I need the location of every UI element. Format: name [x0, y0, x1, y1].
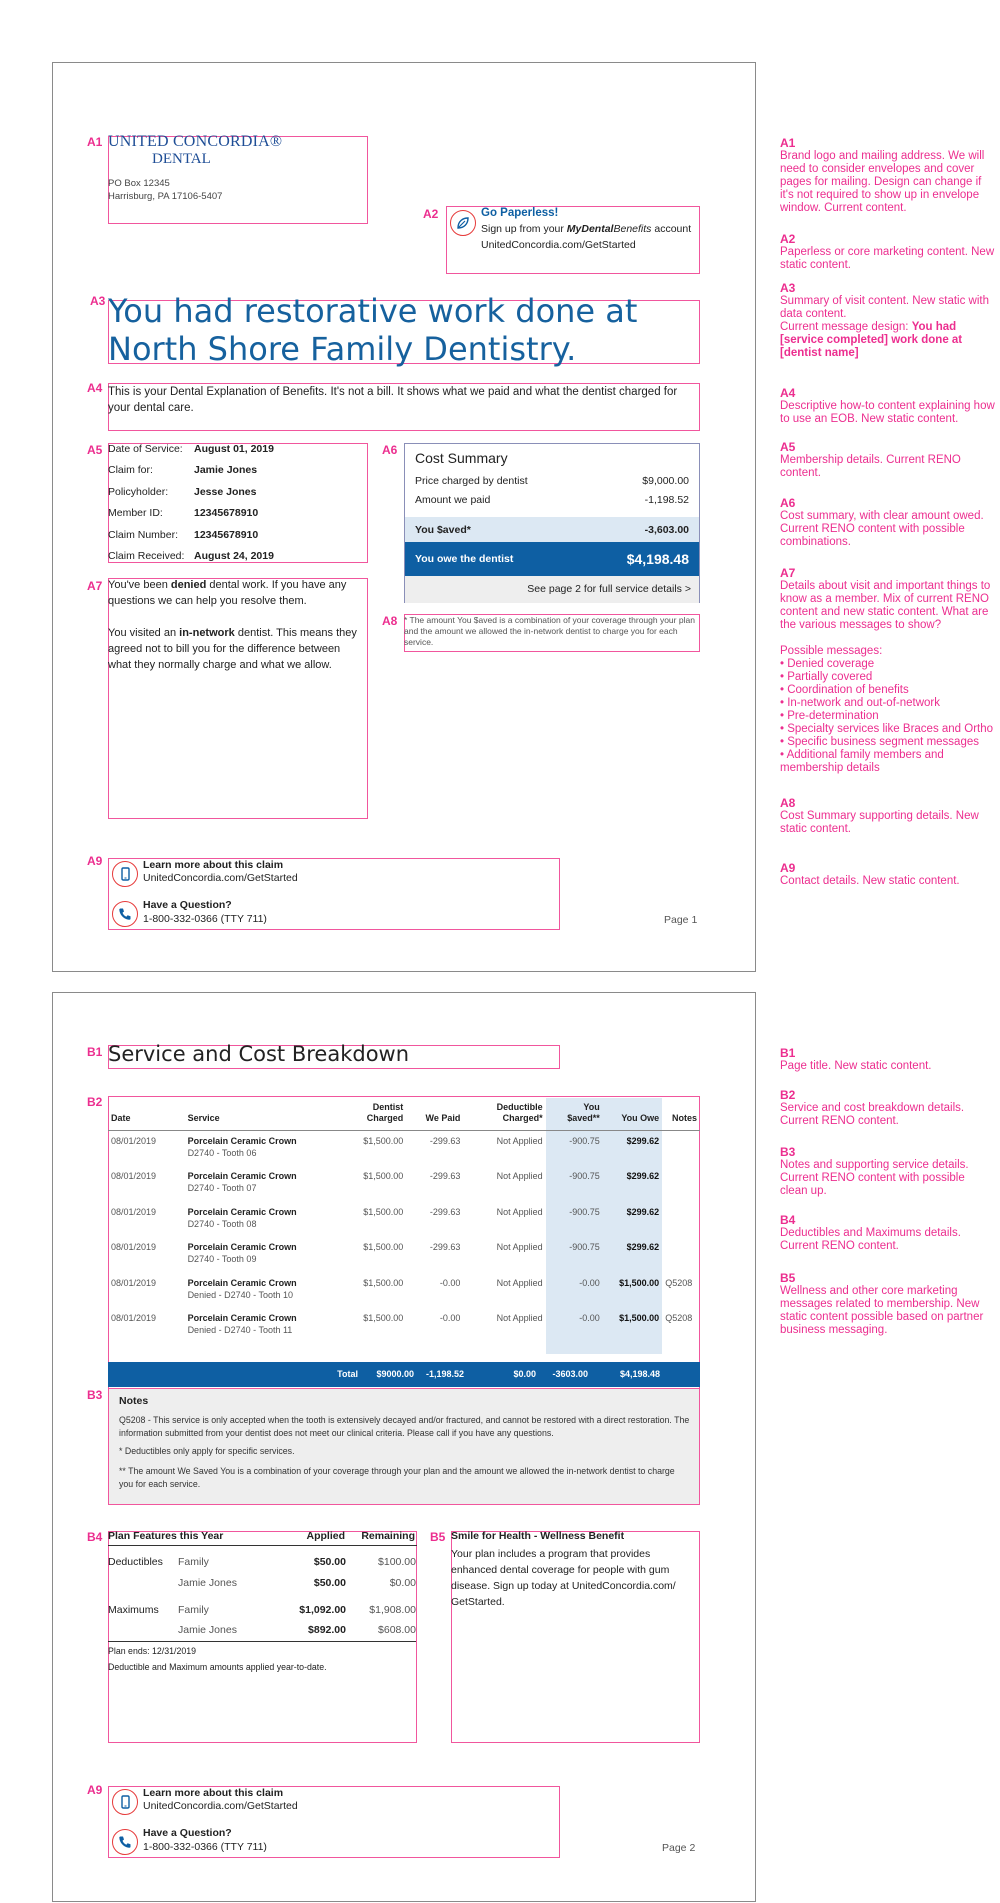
- row-notes: Q5208: [665, 1313, 693, 1323]
- you-owe-row: [405, 542, 699, 576]
- membership-row: [108, 481, 274, 503]
- tag-a9: A9: [87, 854, 103, 868]
- total-charged: $9000.00: [376, 1369, 414, 1379]
- row-paid: -0.00: [439, 1313, 461, 1323]
- see-page-2-link[interactable]: See page 2 for full service details >: [405, 576, 699, 603]
- plan-ends: Plan ends: 12/31/2019: [108, 1646, 197, 1656]
- row-deductible: Not Applied: [496, 1277, 543, 1288]
- mailing-address-line1: PO Box 12345: [108, 178, 170, 189]
- table-total-bar: [108, 1362, 700, 1387]
- tag-b5: B5: [430, 1530, 446, 1544]
- plan-applied-header: Applied: [306, 1530, 345, 1542]
- plan-remaining-header: Remaining: [361, 1530, 415, 1542]
- row-paid: -299.63: [429, 1206, 461, 1217]
- paperless-text: Sign up from your MyDentalBenefits account: [481, 223, 692, 235]
- membership-value: 12345678910: [194, 528, 259, 541]
- membership-value: August 01, 2019: [194, 442, 274, 455]
- row-notes: [662, 1237, 700, 1273]
- message-item: • Pre-determination: [780, 710, 879, 722]
- tag-a7: A7: [87, 579, 103, 593]
- plan-applied: $1,092.00: [299, 1603, 346, 1616]
- leaf-icon: [450, 210, 476, 236]
- row-saved: -0.00: [546, 1308, 603, 1344]
- table-row: [108, 1131, 700, 1167]
- tag-a3: A3: [90, 294, 106, 308]
- row-service: Porcelain Ceramic Crown D2740 - Tooth 09: [187, 1242, 297, 1264]
- row-owe: $299.62: [603, 1237, 662, 1273]
- col-saved: You $aved**: [546, 1098, 603, 1131]
- plan-applied: $892.00: [308, 1624, 346, 1637]
- visit-summary-headline: You had restorative work done at North Shore Family Dentistry.: [108, 292, 638, 368]
- row-owe: $299.62: [603, 1131, 662, 1167]
- membership-value: Jamie Jones: [194, 464, 258, 477]
- row-owe: $299.62: [603, 1202, 662, 1238]
- annotation-a2: A2 Paperless or core marketing content. New static content.: [780, 232, 995, 271]
- col-charged: Dentist Charged: [331, 1098, 406, 1131]
- membership-label: Claim Received:: [108, 550, 185, 563]
- you-owe-label: You owe the dentist: [415, 553, 514, 565]
- row-service: Porcelain Ceramic Crown D2740 - Tooth 07: [187, 1171, 297, 1193]
- plan-who: Family: [178, 1603, 209, 1616]
- service-table-header: [108, 1098, 700, 1131]
- row-notes: [662, 1202, 700, 1238]
- row-date: 08/01/2019: [111, 1171, 157, 1181]
- row-saved: -900.75: [546, 1166, 603, 1202]
- wellness-title: Smile for Health - Wellness Benefit: [451, 1530, 625, 1542]
- annotation-a4: A4 Descriptive how-to content explaining how to use an EOB. New static content.: [780, 386, 995, 425]
- note-deductibles: * Deductibles only apply for specific services.: [119, 1446, 295, 1456]
- annotation-b2: B2 Service and cost breakdown details. Current RENO content.: [780, 1088, 965, 1127]
- plan-applied: $50.00: [313, 1555, 346, 1568]
- question-title: Have a Question?: [143, 1827, 232, 1839]
- col-service: Service: [185, 1098, 331, 1131]
- phone-icon: [112, 1829, 138, 1855]
- notes-title: Notes: [119, 1395, 149, 1407]
- plan-applied: $50.00: [313, 1576, 346, 1589]
- price-charged-row: [405, 475, 699, 487]
- membership-label: Policyholder:: [108, 485, 169, 498]
- membership-row: [108, 524, 274, 546]
- membership-details: [108, 438, 274, 567]
- tag-a2: A2: [423, 207, 439, 221]
- service-table-wrap: [108, 1098, 700, 1354]
- row-date: 08/01/2019: [111, 1313, 157, 1323]
- total-owe: $4,198.48: [619, 1369, 660, 1379]
- row-service: Porcelain Ceramic Crown D2740 - Tooth 06: [187, 1136, 297, 1158]
- maximums-label: Maximums: [108, 1603, 159, 1616]
- learn-more-url[interactable]: UnitedConcordia.com/GetStarted: [143, 1800, 298, 1812]
- brand-logo: UNITED CONCORDIA®: [108, 133, 283, 150]
- eob-intro-text: This is your Dental Explanation of Benefits. It's not a bill. It shows what we paid and what the dentist charged for your dental care.: [108, 386, 678, 414]
- paperless-url[interactable]: UnitedConcordia.com/GetStarted: [481, 239, 636, 251]
- notes-panel: [108, 1389, 700, 1505]
- price-charged-label: Price charged by dentist: [415, 475, 528, 487]
- maximum-family-row: [108, 1599, 416, 1620]
- table-row: [108, 1202, 700, 1238]
- membership-value: August 24, 2019: [194, 550, 274, 563]
- learn-more-title: Learn more about this claim: [143, 1787, 284, 1799]
- plan-amounts-note: Deductible and Maximum amounts applied year-to-date.: [108, 1662, 327, 1672]
- row-notes: Q5208: [665, 1277, 693, 1288]
- message-item: • Additional family members and membership details: [780, 749, 944, 774]
- question-phone[interactable]: 1-800-332-0366 (TTY 711): [143, 1841, 267, 1853]
- paperless-title: Go Paperless!: [481, 207, 559, 219]
- row-owe: $1,500.00: [603, 1273, 662, 1309]
- row-saved: -0.00: [546, 1273, 603, 1309]
- annotation-b4: B4 Deductibles and Maximums details. Current RENO content.: [780, 1213, 961, 1252]
- plan-who: Jamie Jones: [178, 1576, 237, 1589]
- plan-who: Family: [178, 1555, 209, 1568]
- row-deductible: Not Applied: [496, 1313, 543, 1323]
- wellness-text: Your plan includes a program that provides enhanced dental coverage for people with gum disease. Sign up today at UnitedConcordia.com/ GetStarted.: [451, 1548, 676, 1608]
- mobile-phone-icon: [112, 861, 138, 887]
- amount-paid-label: Amount we paid: [415, 494, 491, 506]
- mobile-phone-icon: [112, 1789, 138, 1815]
- table-row: [108, 1273, 700, 1309]
- page-number: Page 1: [664, 914, 698, 926]
- service-cost-table: [108, 1098, 700, 1354]
- row-saved: -900.75: [546, 1202, 603, 1238]
- brand-logo-sub: DENTAL: [152, 151, 211, 167]
- you-saved-value: -3,603.00: [644, 523, 689, 536]
- row-paid: -299.63: [429, 1242, 461, 1252]
- tag-b2: B2: [87, 1095, 103, 1109]
- you-saved-row: [405, 517, 699, 542]
- message-item: • Denied coverage: [780, 658, 875, 670]
- plan-features-title: Plan Features this Year: [108, 1530, 224, 1542]
- plan-remaining: $100.00: [378, 1555, 416, 1568]
- denied-message: You've been denied dental work. If you have any questions we can help you resolve them.: [108, 579, 347, 607]
- question-title: Have a Question?: [143, 899, 232, 911]
- tag-b4: B4: [87, 1530, 103, 1544]
- tag-b1: B1: [87, 1045, 103, 1059]
- question-phone[interactable]: 1-800-332-0366 (TTY 711): [143, 913, 267, 925]
- amount-paid-row: [405, 494, 699, 506]
- page-title: Service and Cost Breakdown: [108, 1042, 410, 1066]
- row-date: 08/01/2019: [111, 1277, 157, 1288]
- table-row: [108, 1237, 700, 1273]
- total-saved: -3603.00: [552, 1369, 588, 1379]
- plan-remaining: $0.00: [389, 1576, 416, 1589]
- annotation-a5: A5 Membership details. Current RENO content.: [780, 440, 961, 479]
- table-spacer-row: [108, 1344, 700, 1355]
- you-owe-value: $4,198.48: [626, 551, 689, 567]
- tag-a1: A1: [87, 135, 103, 149]
- row-saved: -900.75: [546, 1237, 603, 1273]
- col-date: Date: [108, 1098, 185, 1131]
- annotation-a1: A1 Brand logo and mailing address. We will need to consider envelopes and cover pages for mailing. Design can change if it's not required to show up in envelope window. Current content.: [780, 136, 985, 214]
- you-saved-label: You $aved*: [415, 523, 471, 536]
- annotation-b3: B3 Notes and supporting service details. Current RENO content with possible clean up.: [780, 1145, 969, 1197]
- table-row: [108, 1308, 700, 1344]
- row-service: Porcelain Ceramic Crown Denied - D2740 - Tooth 11: [187, 1313, 297, 1335]
- annotation-a9: A9 Contact details. New static content.: [780, 861, 960, 887]
- deductible-member-row: [108, 1572, 416, 1593]
- annotation-b5: B5 Wellness and other core marketing messages related to membership. New static content possible based on partner business messaging.: [780, 1271, 984, 1336]
- membership-label: Claim Number:: [108, 528, 179, 541]
- tag-a5: A5: [87, 443, 103, 457]
- annotation-a7: A7 Details about visit and important things to know as a member. Mix of current RENO content and new static content. What are the various messages to show? Possible messages: • Denied coverage • Partially covered • Coordination of benefits • In-network and out-of-network • Pre-determination • Specialty services like Braces and Ortho • Specific business segment messages • Additional family members and membership details: [780, 566, 994, 774]
- membership-label: Date of Service:: [108, 442, 183, 455]
- row-notes: [662, 1131, 700, 1167]
- membership-value: Jesse Jones: [194, 485, 257, 498]
- row-date: 08/01/2019: [111, 1206, 157, 1217]
- row-paid: -299.63: [429, 1136, 461, 1146]
- row-date: 08/01/2019: [111, 1242, 157, 1252]
- plan-features-table: [108, 1551, 416, 1642]
- visit-details-box: [108, 578, 368, 819]
- row-owe: $1,500.00: [603, 1308, 662, 1344]
- membership-label: Member ID:: [108, 507, 163, 520]
- row-deductible: Not Applied: [496, 1242, 543, 1252]
- in-network-message: You visited an in-network dentist. This means they agreed not to bill you for the difference between what they normally charge and what we allow.: [108, 627, 357, 671]
- mailing-address-line2: Harrisburg, PA 17106-5407: [108, 191, 223, 202]
- row-deductible: Not Applied: [496, 1171, 543, 1181]
- row-date: 08/01/2019: [111, 1136, 157, 1146]
- maximum-member-row: [108, 1620, 416, 1641]
- annotation-a3: A3 Summary of visit content. New static with data content. Current message design: You had [service completed] work done at [dentist name]: [780, 281, 989, 359]
- note-q5208: Q5208 - This service is only accepted when the tooth is extensively decayed and/or fractured, and cannot be restored with a direct restoration. The information submitted from your dentist does not meet our clinical criteria. Please call if you have any questions.: [119, 1415, 690, 1438]
- cost-summary-title: Cost Summary: [415, 450, 508, 466]
- row-deductible: Not Applied: [496, 1206, 543, 1217]
- price-charged-value: $9,000.00: [642, 475, 689, 487]
- membership-value: 12345678910: [194, 507, 259, 520]
- col-notes: Notes: [662, 1098, 700, 1131]
- row-owe: $299.62: [603, 1166, 662, 1202]
- membership-row: [108, 546, 274, 568]
- learn-more-url[interactable]: UnitedConcordia.com/GetStarted: [143, 872, 298, 884]
- annotation-a8: A8 Cost Summary supporting details. New static content.: [780, 796, 979, 835]
- learn-more-title: Learn more about this claim: [143, 859, 284, 871]
- row-service: Porcelain Ceramic Crown Denied - D2740 - Tooth 10: [187, 1277, 297, 1300]
- membership-row: [108, 460, 274, 482]
- message-item: • Specific business segment messages: [780, 736, 979, 748]
- row-charged: $1,500.00: [363, 1206, 404, 1217]
- row-charged: $1,500.00: [363, 1242, 404, 1252]
- row-charged: $1,500.00: [363, 1171, 404, 1181]
- plan-remaining: $608.00: [378, 1624, 416, 1637]
- possible-messages-list: [780, 658, 995, 775]
- table-row: [108, 1166, 700, 1202]
- message-item: • In-network and out-of-network: [780, 697, 940, 709]
- membership-label: Claim for:: [108, 464, 153, 477]
- tag-a4: A4: [87, 381, 103, 395]
- deductibles-label: Deductibles: [108, 1555, 163, 1568]
- message-item: • Partially covered: [780, 671, 873, 683]
- cost-summary-footnote: * The amount You $aved is a combination of your coverage through your plan and the amount we allowed the in-network dentist to charge you for each service.: [404, 615, 695, 647]
- phone-icon: [112, 901, 138, 927]
- row-paid: -299.63: [429, 1171, 461, 1181]
- tag-a8: A8: [382, 614, 398, 628]
- deductible-family-row: [108, 1551, 416, 1572]
- tag-a6: A6: [382, 443, 398, 457]
- row-charged: $1,500.00: [363, 1136, 404, 1146]
- row-saved: -900.75: [546, 1131, 603, 1167]
- plan-remaining: $1,908.00: [369, 1603, 416, 1616]
- message-item: • Specialty services like Braces and Ortho: [780, 723, 994, 735]
- page-number: Page 2: [662, 1842, 696, 1854]
- row-notes: [662, 1166, 700, 1202]
- membership-row: [108, 503, 274, 525]
- row-deductible: Not Applied: [496, 1136, 543, 1146]
- plan-who: Jamie Jones: [178, 1624, 237, 1637]
- row-charged: $1,500.00: [363, 1277, 404, 1288]
- message-item: • Coordination of benefits: [780, 684, 909, 696]
- row-paid: -0.00: [439, 1277, 461, 1288]
- col-paid: We Paid: [406, 1098, 463, 1131]
- col-owe: You Owe: [603, 1098, 662, 1131]
- row-service: Porcelain Ceramic Crown D2740 - Tooth 08: [187, 1206, 297, 1229]
- plan-features-header: [108, 1530, 417, 1546]
- annotation-a6: A6 Cost summary, with clear amount owed. Current RENO content with possible combinations.: [780, 496, 984, 548]
- total-paid: -1,198.52: [425, 1369, 464, 1379]
- annotation-b1: B1 Page title. New static content.: [780, 1046, 932, 1072]
- membership-row: [108, 438, 274, 460]
- tag-b3: B3: [87, 1388, 103, 1402]
- total-deductible: $0.00: [513, 1369, 536, 1379]
- tag-a9-page2: A9: [87, 1783, 103, 1797]
- col-deductible: Deductible Charged*: [463, 1098, 545, 1131]
- amount-paid-value: -1,198.52: [644, 494, 689, 506]
- total-label: Total: [337, 1369, 358, 1379]
- row-charged: $1,500.00: [363, 1313, 404, 1323]
- note-saved: ** The amount We Saved You is a combination of your coverage through your plan and the amount we allowed the in-network dentist to charge you for each service.: [119, 1466, 675, 1489]
- cost-summary-panel: [404, 443, 700, 603]
